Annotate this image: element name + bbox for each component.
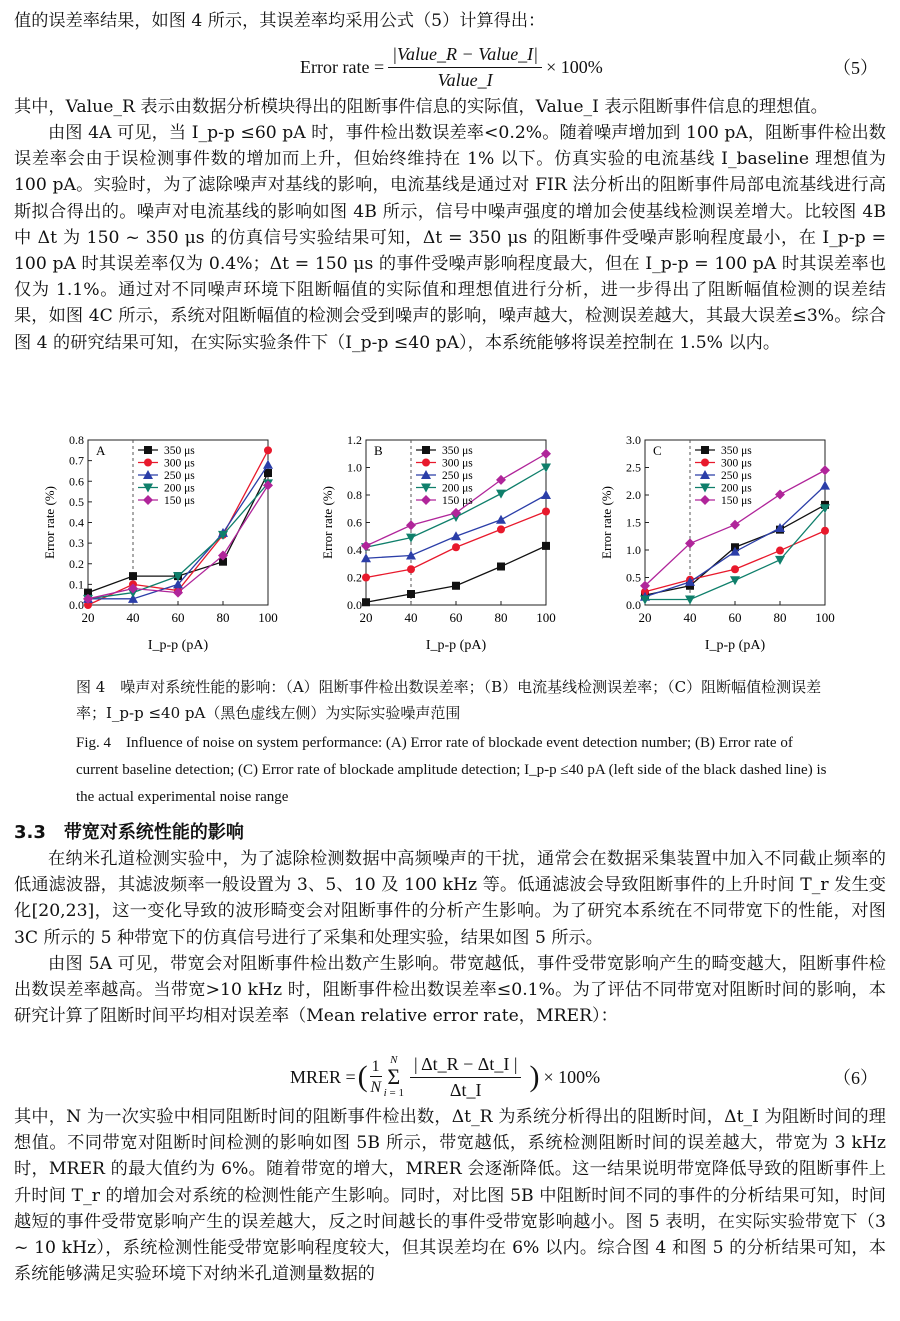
x-axis-label: I_p-p (pA) — [147, 638, 209, 653]
x-tick-label: 20 — [81, 610, 95, 625]
x-tick-label: 80 — [494, 610, 508, 625]
chart-panel-a — [40, 428, 290, 656]
section-heading: 3.3 带宽对系统性能的影响 — [14, 822, 244, 843]
legend-marker — [422, 446, 430, 454]
data-point — [264, 446, 272, 454]
data-point — [821, 527, 829, 535]
y-axis-label: Error rate (%) — [42, 486, 57, 559]
legend-entry: 250 μs — [164, 470, 195, 482]
eq6-numerator: | Δt_R − Δt_I | — [410, 1054, 522, 1078]
legend-entry: 350 μs — [164, 445, 195, 457]
legend-marker — [701, 459, 709, 467]
y-tick-label: 0.1 — [69, 577, 84, 592]
legend-marker — [144, 446, 152, 454]
x-tick-label: 100 — [258, 610, 278, 625]
eq6-lhs: MRER = — [290, 1066, 356, 1087]
legend-entry: 150 μs — [721, 495, 752, 507]
x-tick-label: 40 — [683, 610, 697, 625]
y-tick-label: 1.0 — [626, 543, 641, 557]
y-tick-label: 0.2 — [69, 556, 84, 571]
eq5-number: （5） — [833, 58, 878, 78]
y-tick-label: 3.0 — [626, 433, 641, 447]
x-tick-label: 40 — [126, 610, 140, 625]
legend-entry: 150 μs — [164, 495, 195, 507]
paragraph-bandwidth-intro: 在纳米孔道检测实验中，为了滤除检测数据中高频噪声的干扰，通常会在数据采集装置中加入不同截止频率的低通滤波器，其滤波频率一般设置为 3、5、10 及 100 kHz 等。低通滤波会导致阻断事件的上升时间 T_r 发生变化[20,23]，这一变化导致的波形畸变会对阻断事件的分析产生影响。为了研究本系统在不同带宽下的性能，对图 3C 所示的 5 种带宽下的仿真信号进行了采集和处理实验，结果如图 5 所示。 — [14, 849, 886, 948]
series-line — [366, 546, 546, 602]
chart-panel-c — [597, 428, 847, 656]
x-tick-label: 40 — [404, 610, 418, 625]
y-tick-label: 2.5 — [626, 460, 641, 475]
eq5-tail: × 100% — [546, 56, 603, 77]
data-point — [776, 547, 784, 555]
paragraph-fig5b: 其中，N 为一次实验中相同阻断时间的阻断事件检出数，Δt_R 为系统分析得出的阻断时间，Δt_I 为阻断时间的理想值。不同带宽对阻断时间检测的影响如图 5B 所示，带宽越低，系统检测阻断时间的误差越大，带宽为 3 kHz 时，MRER 的最大值约为 6%。随着带宽的增大，MRER 会逐渐降低。这一结果说明带宽降低导致的阻断事件上升时间 T_r 的增加会对系统的检测性能产生影响。同时，对比图 5B 中阻断时间不同的事件的分析结果可知，时间越短的事件受带宽影响产生的误差越大，反之时间越长的事件受带宽影响越小。图 5 表明，在实际实验带宽下（3 ~ 10 kHz），系统检测性能受带宽影响程度较大，但其误差均在 6% 以内。综合图 4 和图 5 的分析结果可知，本系统能够满足实验环境下对纳米孔道测量数据的 — [14, 1107, 886, 1285]
y-tick-label: 0.8 — [69, 433, 84, 447]
legend-marker — [421, 495, 431, 505]
x-tick-label: 80 — [773, 610, 787, 625]
paragraph-intro: 值的误差率结果，如图 4 所示，其误差率均采用公式（5）计算得出： — [14, 11, 546, 31]
data-point — [129, 572, 137, 580]
y-axis-label: Error rate (%) — [599, 486, 614, 559]
x-tick-label: 100 — [815, 610, 835, 625]
data-point — [820, 465, 830, 475]
legend-marker — [143, 495, 153, 505]
eq6-number: （6） — [833, 1068, 878, 1088]
legend-marker — [422, 459, 430, 467]
y-tick-label: 0.0 — [69, 598, 84, 612]
y-tick-label: 0.0 — [347, 598, 362, 612]
paragraph-fig4-discussion: 由图 4A 可见，当 I_p-p ≤60 pA 时，事件检出数误差率<0.2%。随着噪声增加到 100 pA，阻断事件检出数误差率会由于误检测事件数的增加而上升，但始终维持在 1% 以下。仿真实验的电流基线 I_baseline 理想值为 100 pA。实验时，为了滤除噪声对基线的影响，电流基线是通过对 FIR 法分析出的阻断事件局部电流基线进行高斯拟合得出的。噪声对电流基线的影响如图 4B 所示，信号中噪声强度的增加会使基线检测误差增大。比较图 4B 中 Δt 为 150 ~ 350 μs 的仿真信号实验结果可知，Δt = 350 μs 的阻断事件受噪声影响程度最小，在 I_p-p = 100 pA 时其误差率仅为 0.4%；Δt = 150 μs 的事件受噪声影响程度最大，但在 I_p-p = 100 pA 时其误差率也仅为 1.1%。通过对不同噪声环境下阻断幅值的实际值和理想值进行分析，进一步得出了阻断幅值检测的误差结果，如图 4C 所示，系统对阻断幅值的检测会受到噪声的影响，噪声越大，检测误差越大，其最大误差≤3%。综合图 4 的研究结果可知，在实际实验条件下（I_p-p ≤40 pA），本系统能够将误差控制在 1.5% 以内。 — [14, 123, 886, 353]
x-tick-label: 100 — [536, 610, 556, 625]
data-point — [452, 582, 460, 590]
data-point — [542, 508, 550, 516]
legend-entry: 250 μs — [442, 470, 473, 482]
data-point — [362, 598, 370, 606]
eq6-denominator: Δt_I — [449, 1079, 482, 1100]
panel-letter: B — [374, 443, 383, 458]
y-tick-label: 0.4 — [69, 515, 84, 530]
y-tick-label: 0.2 — [347, 570, 362, 585]
legend-entry: 350 μs — [442, 445, 473, 457]
eq5-denominator: Value_I — [437, 69, 493, 90]
legend-marker — [144, 459, 152, 467]
data-point — [264, 469, 272, 477]
data-point — [451, 508, 461, 518]
y-axis-label: Error rate (%) — [320, 486, 335, 559]
y-tick-label: 0.4 — [347, 543, 362, 557]
eq6-tail: × 100% — [543, 1066, 601, 1087]
data-point — [541, 464, 551, 473]
y-tick-label: 0.5 — [626, 570, 641, 585]
y-tick-label: 2.0 — [626, 488, 641, 502]
legend-entry: 150 μs — [442, 495, 473, 507]
x-tick-label: 60 — [728, 610, 742, 625]
legend-entry: 200 μs — [721, 482, 752, 495]
legend-entry: 250 μs — [721, 470, 752, 482]
data-point — [406, 520, 416, 530]
eq5-lhs: Error rate = — [300, 56, 385, 77]
panel-letter: C — [653, 443, 662, 458]
data-point — [263, 460, 273, 469]
data-point — [406, 551, 416, 560]
legend-entry: 300 μs — [442, 457, 473, 470]
panel-letter: A — [96, 443, 106, 458]
figure-caption-cn: 图 4 噪声对系统性能的影响：（A）阻断事件检出数误差率；（B）电流基线检测误差率；（C）阻断幅值检测误差率；I_p-p ≤40 pA（黑色虚线左侧）为实际实验噪声范围 — [76, 678, 822, 722]
x-axis-label: I_p-p (pA) — [425, 638, 487, 653]
data-point — [452, 543, 460, 551]
legend-marker — [700, 495, 710, 505]
legend-entry: 350 μs — [721, 445, 752, 457]
legend-entry: 300 μs — [164, 457, 195, 470]
legend-marker — [701, 446, 709, 454]
y-tick-label: 0.3 — [69, 536, 84, 551]
data-point — [496, 475, 506, 485]
data-point — [775, 489, 785, 499]
y-tick-label: 0.6 — [69, 474, 84, 489]
data-point — [496, 515, 506, 524]
data-point — [775, 556, 785, 565]
data-point — [541, 490, 551, 499]
data-point — [731, 565, 739, 573]
y-tick-label: 0.5 — [69, 494, 84, 509]
y-tick-label: 0.8 — [347, 488, 362, 502]
data-point — [542, 542, 550, 550]
paragraph-fig5a: 由图 5A 可见，带宽会对阻断事件检出数产生影响。带宽越低，事件受带宽影响产生的畸变越大，阻断事件检出数误差率越高。当带宽>10 kHz 时，阻断事件检出数误差率≤0.1%。为了评估不同带宽对阻断时间的影响，本研究计算了阻断时间平均相对误差率（Mean relative error rate，MRER）： — [14, 954, 886, 1027]
legend-entry: 200 μs — [164, 482, 195, 495]
data-point — [407, 590, 415, 598]
x-tick-label: 20 — [638, 610, 652, 625]
eq5-numerator: |Value_R − Value_I| — [388, 44, 542, 68]
data-point — [497, 563, 505, 571]
x-tick-label: 20 — [359, 610, 373, 625]
equation-6: MRER = ( $\frac{1}{N}$ N Σ i = 1 $\frac{| \Delta t\_R - \Delta t\_I |}{\Delta t\_I}$ ) × 100% （6） — [290, 1053, 878, 1100]
y-tick-label: 0.0 — [626, 598, 641, 612]
y-tick-label: 1.5 — [626, 515, 641, 530]
x-axis-label: I_p-p (pA) — [704, 638, 766, 653]
equation-5 — [0, 42, 900, 92]
legend-entry: 200 μs — [442, 482, 473, 495]
data-point — [451, 531, 461, 540]
data-point — [541, 449, 551, 459]
x-tick-label: 80 — [216, 610, 230, 625]
y-tick-label: 1.2 — [347, 433, 362, 447]
x-tick-label: 60 — [449, 610, 463, 625]
figure-caption-en: Fig. 4 Influence of noise on system performance: (A) Error rate of blockade event detection number; (B) Error rate of current baseline detection; (C) Error rate of blockade amplitude detection; I_p-p ≤40 pA (left side of the black dashed line) is the actual experimental noise range — [76, 735, 827, 805]
y-tick-label: 0.6 — [347, 515, 362, 530]
data-point — [730, 520, 740, 530]
legend-entry: 300 μs — [721, 457, 752, 470]
data-point — [497, 525, 505, 533]
data-point — [362, 574, 370, 582]
data-point — [820, 481, 830, 490]
data-point — [730, 576, 740, 585]
y-tick-label: 1.0 — [347, 460, 362, 475]
data-point — [496, 490, 506, 499]
data-point — [407, 565, 415, 573]
x-tick-label: 60 — [171, 610, 185, 625]
y-tick-label: 0.7 — [69, 453, 84, 468]
chart-panel-b — [318, 428, 568, 656]
paragraph-eq5-explain: 其中，Value_R 表示由数据分析模块得出的阻断事件信息的实际值，Value_I 表示阻断事件信息的理想值。 — [14, 97, 828, 117]
data-point — [361, 541, 371, 551]
